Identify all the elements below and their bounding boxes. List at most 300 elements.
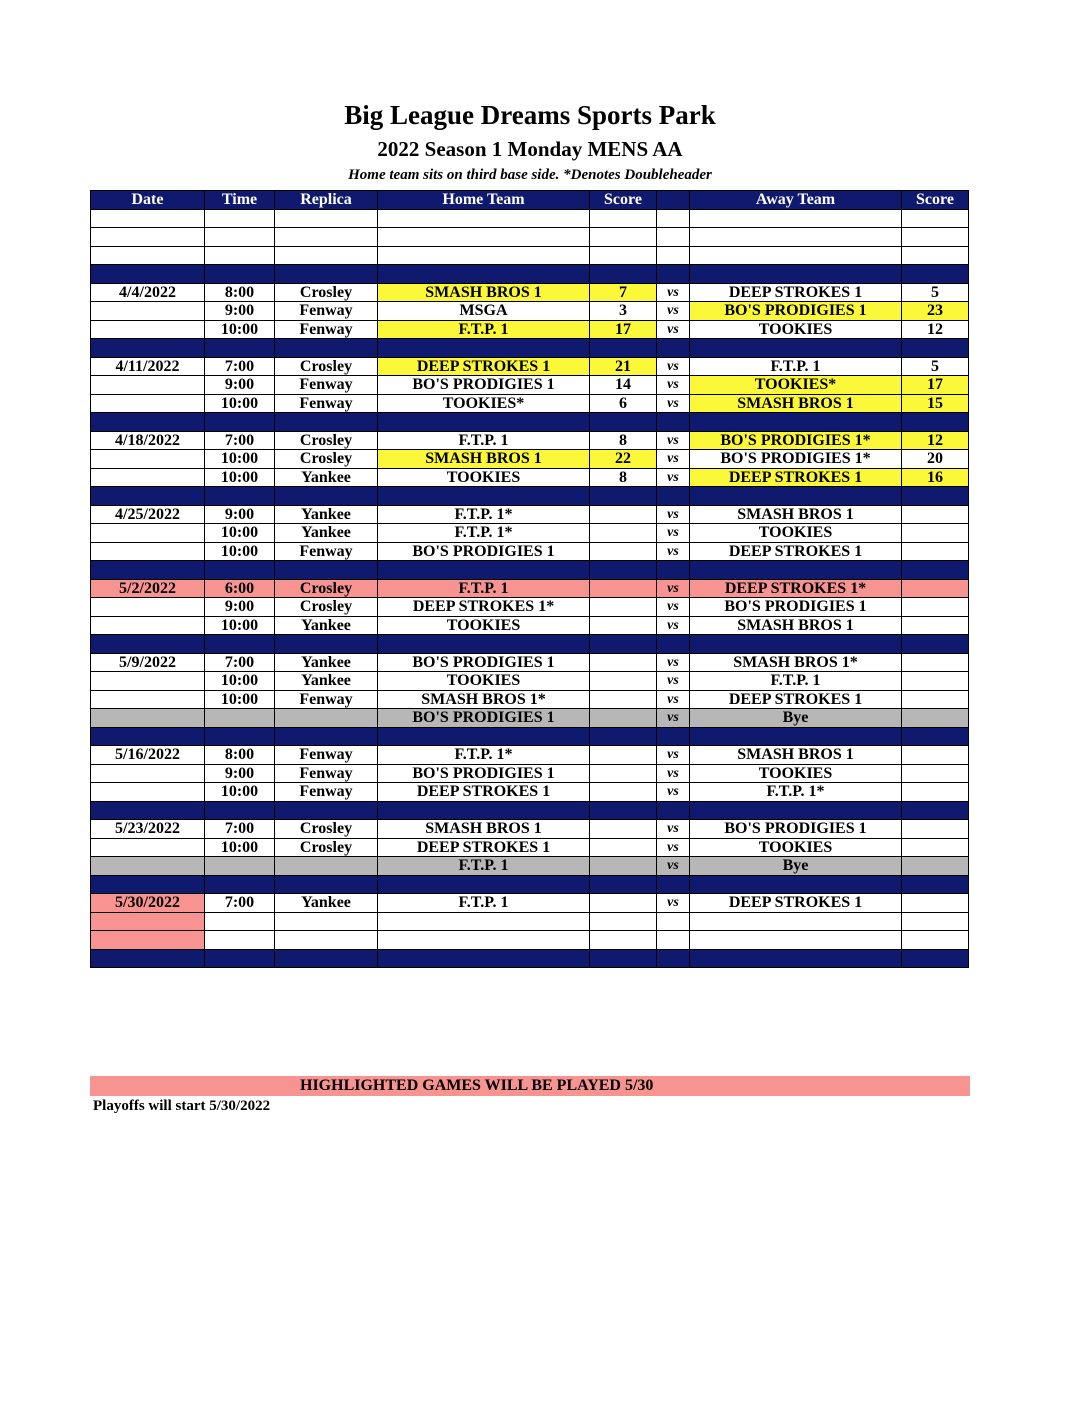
away-team-cell: TOOKIES* (690, 376, 902, 395)
home-team-cell (378, 413, 590, 432)
date-cell (91, 561, 205, 580)
away-score-cell (902, 690, 969, 709)
time-cell (205, 912, 275, 931)
home-team-cell: F.T.P. 1 (378, 320, 590, 339)
vs-cell: vs (657, 357, 690, 376)
time-cell: 10:00 (205, 616, 275, 635)
away-score-cell (902, 209, 969, 228)
page-subtitle: 2022 Season 1 Monday MENS AA (377, 137, 683, 161)
vs-cell (657, 727, 690, 746)
away-team-cell (690, 635, 902, 654)
away-score-cell: 16 (902, 468, 969, 487)
date-cell (91, 468, 205, 487)
time-cell (205, 875, 275, 894)
away-team-cell (690, 246, 902, 265)
vs-cell (657, 246, 690, 265)
replica-cell (275, 875, 378, 894)
home-score-cell (590, 339, 657, 358)
home-score-cell (590, 579, 657, 598)
home-team-cell: DEEP STROKES 1 (378, 357, 590, 376)
home-team-cell: SMASH BROS 1 (378, 820, 590, 839)
replica-cell: Crosley (275, 820, 378, 839)
date-cell: 4/25/2022 (91, 505, 205, 524)
date-cell (91, 635, 205, 654)
time-cell: 9:00 (205, 764, 275, 783)
replica-cell: Crosley (275, 598, 378, 617)
vs-cell: vs (657, 838, 690, 857)
week-separator-row (91, 801, 969, 820)
schedule-body (91, 209, 969, 968)
vs-cell: vs (657, 302, 690, 321)
date-cell: 5/16/2022 (91, 746, 205, 765)
date-cell (91, 246, 205, 265)
away-team-cell: Bye (690, 709, 902, 728)
replica-cell (275, 209, 378, 228)
time-cell (205, 801, 275, 820)
game-row (91, 357, 969, 376)
vs-cell (657, 487, 690, 506)
home-team-cell (378, 339, 590, 358)
home-score-cell: 3 (590, 302, 657, 321)
away-score-cell: 5 (902, 283, 969, 302)
home-score-cell (590, 413, 657, 432)
week-separator-row (91, 561, 969, 580)
home-team-cell: TOOKIES (378, 468, 590, 487)
date-cell (91, 838, 205, 857)
away-score-cell (902, 524, 969, 543)
vs-cell: vs (657, 505, 690, 524)
home-score-cell (590, 524, 657, 543)
week-separator-row (91, 635, 969, 654)
away-team-cell: SMASH BROS 1* (690, 653, 902, 672)
vs-cell (657, 209, 690, 228)
time-cell: 7:00 (205, 894, 275, 913)
date-cell (91, 320, 205, 339)
home-team-cell: TOOKIES (378, 616, 590, 635)
vs-cell (657, 801, 690, 820)
away-score-cell (902, 764, 969, 783)
replica-cell: Yankee (275, 505, 378, 524)
away-score-cell (902, 672, 969, 691)
vs-cell: vs (657, 764, 690, 783)
time-cell: 9:00 (205, 302, 275, 321)
date-cell (91, 949, 205, 968)
home-score-cell: 21 (590, 357, 657, 376)
away-team-cell: F.T.P. 1 (690, 672, 902, 691)
replica-cell (275, 339, 378, 358)
home-team-cell: BO'S PRODIGIES 1 (378, 709, 590, 728)
vs-cell: vs (657, 653, 690, 672)
time-cell (205, 339, 275, 358)
time-cell: 10:00 (205, 690, 275, 709)
game-row (91, 579, 969, 598)
replica-cell: Crosley (275, 579, 378, 598)
replica-cell: Fenway (275, 394, 378, 413)
home-team-cell: F.T.P. 1* (378, 746, 590, 765)
home-score-cell (590, 265, 657, 284)
time-cell (205, 709, 275, 728)
home-team-cell (378, 561, 590, 580)
vs-cell: vs (657, 709, 690, 728)
date-cell (91, 339, 205, 358)
home-score-cell: 14 (590, 376, 657, 395)
away-team-cell (690, 875, 902, 894)
away-score-cell: 23 (902, 302, 969, 321)
blank-row (91, 912, 969, 931)
game-row (91, 542, 969, 561)
home-score-cell (590, 857, 657, 876)
replica-cell (275, 709, 378, 728)
away-score-cell (902, 265, 969, 284)
home-team-cell: DEEP STROKES 1* (378, 598, 590, 617)
date-cell (91, 672, 205, 691)
date-cell (91, 394, 205, 413)
date-cell (91, 709, 205, 728)
game-row (91, 283, 969, 302)
home-score-cell (590, 653, 657, 672)
home-score-cell (590, 561, 657, 580)
home-team-cell: F.T.P. 1 (378, 857, 590, 876)
vs-cell (657, 413, 690, 432)
vs-cell: vs (657, 783, 690, 802)
time-cell: 8:00 (205, 746, 275, 765)
away-score-cell (902, 783, 969, 802)
time-cell: 10:00 (205, 450, 275, 469)
home-team-cell: SMASH BROS 1 (378, 450, 590, 469)
time-cell (205, 857, 275, 876)
home-score-cell (590, 635, 657, 654)
blank-row (91, 209, 969, 228)
vs-cell: vs (657, 524, 690, 543)
date-cell (91, 376, 205, 395)
away-team-cell: DEEP STROKES 1 (690, 690, 902, 709)
away-score-cell (902, 653, 969, 672)
replica-cell: Yankee (275, 524, 378, 543)
week-separator-row (91, 413, 969, 432)
home-team-cell: BO'S PRODIGIES 1 (378, 376, 590, 395)
home-team-cell (378, 912, 590, 931)
replica-cell: Crosley (275, 357, 378, 376)
away-score-cell (902, 727, 969, 746)
time-cell: 6:00 (205, 579, 275, 598)
date-cell (91, 727, 205, 746)
replica-cell (275, 857, 378, 876)
time-cell (205, 561, 275, 580)
time-cell: 10:00 (205, 320, 275, 339)
home-score-cell (590, 801, 657, 820)
date-cell (91, 413, 205, 432)
away-score-cell (902, 579, 969, 598)
home-score-cell: 8 (590, 431, 657, 450)
away-score-cell (902, 875, 969, 894)
away-team-cell: DEEP STROKES 1 (690, 468, 902, 487)
vs-cell (657, 875, 690, 894)
vs-cell (657, 912, 690, 931)
vs-cell: vs (657, 431, 690, 450)
vs-cell (657, 265, 690, 284)
vs-cell (657, 561, 690, 580)
game-row (91, 505, 969, 524)
date-cell (91, 487, 205, 506)
replica-cell (275, 413, 378, 432)
date-cell (91, 931, 205, 950)
away-team-cell: BO'S PRODIGIES 1 (690, 820, 902, 839)
week-separator-row (91, 727, 969, 746)
replica-cell (275, 931, 378, 950)
time-cell: 7:00 (205, 357, 275, 376)
vs-cell (657, 339, 690, 358)
home-team-cell (378, 949, 590, 968)
home-score-cell (590, 912, 657, 931)
vs-cell: vs (657, 672, 690, 691)
blank-row (91, 246, 969, 265)
home-score-cell: 7 (590, 283, 657, 302)
home-team-cell: BO'S PRODIGIES 1 (378, 764, 590, 783)
column-header-home-score: Score (590, 191, 657, 210)
date-cell (91, 542, 205, 561)
home-score-cell (590, 209, 657, 228)
away-score-cell (902, 635, 969, 654)
schedule-table (90, 190, 969, 968)
page-title: Big League Dreams Sports Park (344, 100, 716, 130)
time-cell (205, 727, 275, 746)
game-row (91, 376, 969, 395)
date-cell: 4/4/2022 (91, 283, 205, 302)
date-cell (91, 690, 205, 709)
away-score-cell (902, 912, 969, 931)
week-separator-row (91, 339, 969, 358)
time-cell: 10:00 (205, 394, 275, 413)
column-header-time: Time (205, 191, 275, 210)
game-row (91, 616, 969, 635)
blank-row (91, 228, 969, 247)
time-cell (205, 228, 275, 247)
vs-cell: vs (657, 746, 690, 765)
away-team-cell: TOOKIES (690, 524, 902, 543)
date-cell (91, 265, 205, 284)
home-team-cell (378, 635, 590, 654)
replica-cell: Yankee (275, 616, 378, 635)
game-row (91, 820, 969, 839)
home-score-cell: 6 (590, 394, 657, 413)
away-team-cell: SMASH BROS 1 (690, 505, 902, 524)
game-row (91, 690, 969, 709)
away-team-cell: BO'S PRODIGIES 1 (690, 598, 902, 617)
week-separator-row (91, 487, 969, 506)
replica-cell: Fenway (275, 302, 378, 321)
away-score-cell (902, 616, 969, 635)
home-team-cell (378, 801, 590, 820)
vs-cell (657, 635, 690, 654)
bye-row (91, 857, 969, 876)
date-cell (91, 209, 205, 228)
away-score-cell: 12 (902, 320, 969, 339)
home-score-cell: 8 (590, 468, 657, 487)
away-team-cell (690, 931, 902, 950)
game-row (91, 302, 969, 321)
week-separator-row (91, 949, 969, 968)
vs-cell (657, 931, 690, 950)
time-cell: 10:00 (205, 468, 275, 487)
home-score-cell: 17 (590, 320, 657, 339)
blank-row (91, 931, 969, 950)
away-score-cell: 15 (902, 394, 969, 413)
vs-cell (657, 949, 690, 968)
time-cell: 10:00 (205, 783, 275, 802)
away-team-cell: DEEP STROKES 1 (690, 542, 902, 561)
away-score-cell (902, 838, 969, 857)
home-score-cell (590, 838, 657, 857)
home-score-cell (590, 746, 657, 765)
home-score-cell (590, 783, 657, 802)
time-cell: 10:00 (205, 524, 275, 543)
away-team-cell: DEEP STROKES 1* (690, 579, 902, 598)
away-score-cell: 5 (902, 357, 969, 376)
game-row (91, 746, 969, 765)
away-score-cell (902, 598, 969, 617)
away-score-cell (902, 894, 969, 913)
replica-cell: Yankee (275, 672, 378, 691)
time-cell: 10:00 (205, 672, 275, 691)
away-team-cell: F.T.P. 1* (690, 783, 902, 802)
time-cell (205, 413, 275, 432)
game-row (91, 394, 969, 413)
game-row (91, 524, 969, 543)
vs-cell: vs (657, 894, 690, 913)
away-score-cell: 17 (902, 376, 969, 395)
date-cell: 5/23/2022 (91, 820, 205, 839)
replica-cell: Yankee (275, 468, 378, 487)
home-team-cell: F.T.P. 1* (378, 505, 590, 524)
home-score-cell (590, 931, 657, 950)
time-cell (205, 635, 275, 654)
away-score-cell (902, 949, 969, 968)
highlight-note: HIGHLIGHTED GAMES WILL BE PLAYED 5/30 (300, 1077, 654, 1094)
time-cell: 10:00 (205, 838, 275, 857)
away-score-cell: 20 (902, 450, 969, 469)
time-cell (205, 209, 275, 228)
replica-cell (275, 801, 378, 820)
time-cell (205, 246, 275, 265)
vs-cell: vs (657, 616, 690, 635)
home-team-cell: MSGA (378, 302, 590, 321)
home-score-cell (590, 709, 657, 728)
vs-cell: vs (657, 468, 690, 487)
vs-cell: vs (657, 598, 690, 617)
home-team-cell: BO'S PRODIGIES 1 (378, 542, 590, 561)
vs-cell: vs (657, 579, 690, 598)
date-cell: 4/18/2022 (91, 431, 205, 450)
replica-cell: Yankee (275, 653, 378, 672)
replica-cell: Crosley (275, 450, 378, 469)
away-team-cell: BO'S PRODIGIES 1 (690, 302, 902, 321)
home-score-cell: 22 (590, 450, 657, 469)
replica-cell: Fenway (275, 690, 378, 709)
time-cell: 7:00 (205, 431, 275, 450)
away-team-cell: DEEP STROKES 1 (690, 283, 902, 302)
home-team-cell: SMASH BROS 1 (378, 283, 590, 302)
home-team-cell: F.T.P. 1* (378, 524, 590, 543)
away-score-cell (902, 820, 969, 839)
home-score-cell (590, 228, 657, 247)
home-team-cell (378, 487, 590, 506)
game-row (91, 838, 969, 857)
away-team-cell: SMASH BROS 1 (690, 394, 902, 413)
away-team-cell (690, 912, 902, 931)
date-cell: 5/30/2022 (91, 894, 205, 913)
replica-cell: Fenway (275, 764, 378, 783)
away-team-cell (690, 801, 902, 820)
home-team-cell (378, 246, 590, 265)
away-score-cell: 12 (902, 431, 969, 450)
home-score-cell (590, 727, 657, 746)
home-score-cell (590, 487, 657, 506)
home-team-cell: SMASH BROS 1* (378, 690, 590, 709)
replica-cell (275, 561, 378, 580)
table-header-row (91, 191, 969, 210)
home-team-cell: DEEP STROKES 1 (378, 783, 590, 802)
week-separator-row (91, 265, 969, 284)
away-team-cell (690, 265, 902, 284)
date-cell (91, 450, 205, 469)
column-header-away-score: Score (902, 191, 969, 210)
home-score-cell (590, 246, 657, 265)
game-row (91, 672, 969, 691)
home-score-cell (590, 542, 657, 561)
home-team-cell (378, 931, 590, 950)
time-cell (205, 265, 275, 284)
game-row (91, 598, 969, 617)
vs-cell (657, 228, 690, 247)
home-score-cell (590, 894, 657, 913)
date-cell (91, 875, 205, 894)
game-row (91, 894, 969, 913)
away-score-cell (902, 801, 969, 820)
date-cell (91, 912, 205, 931)
home-team-note: Home team sits on third base side. *Denotes Doubleheader (348, 167, 712, 183)
game-row (91, 764, 969, 783)
vs-cell: vs (657, 320, 690, 339)
away-team-cell: TOOKIES (690, 764, 902, 783)
vs-cell: vs (657, 690, 690, 709)
home-score-cell (590, 820, 657, 839)
date-cell (91, 783, 205, 802)
replica-cell: Crosley (275, 283, 378, 302)
away-team-cell (690, 339, 902, 358)
home-score-cell (590, 875, 657, 894)
away-team-cell: SMASH BROS 1 (690, 616, 902, 635)
away-team-cell: SMASH BROS 1 (690, 746, 902, 765)
vs-cell: vs (657, 542, 690, 561)
away-score-cell (902, 487, 969, 506)
date-cell (91, 524, 205, 543)
date-cell (91, 598, 205, 617)
date-cell (91, 616, 205, 635)
highlight-note-bar (90, 1076, 970, 1096)
vs-cell: vs (657, 376, 690, 395)
bye-row (91, 709, 969, 728)
home-team-cell (378, 727, 590, 746)
away-team-cell: BO'S PRODIGIES 1* (690, 431, 902, 450)
home-team-cell: F.T.P. 1 (378, 431, 590, 450)
time-cell (205, 931, 275, 950)
away-score-cell (902, 339, 969, 358)
replica-cell (275, 635, 378, 654)
away-team-cell: Bye (690, 857, 902, 876)
home-team-cell: TOOKIES* (378, 394, 590, 413)
date-cell (91, 801, 205, 820)
date-cell: 5/2/2022 (91, 579, 205, 598)
